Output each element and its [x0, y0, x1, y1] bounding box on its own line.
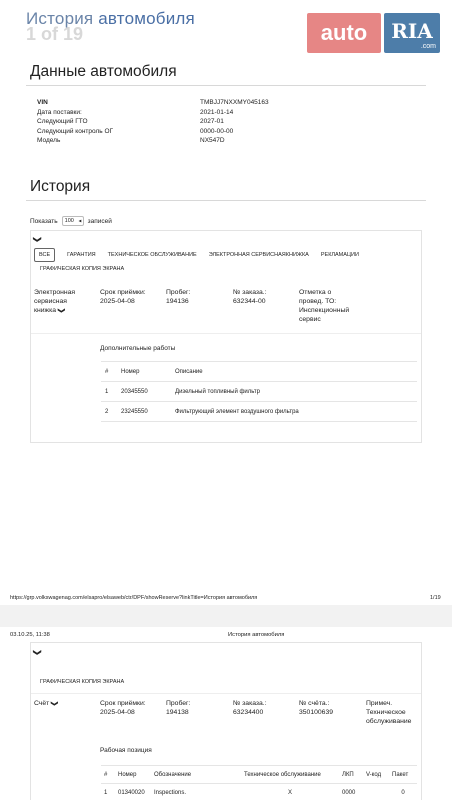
work-positions-title: Рабочая позиция: [100, 747, 152, 754]
entry-type: Счёт: [34, 700, 50, 707]
cell-n: 2: [101, 402, 117, 422]
table-header-row: [101, 766, 417, 784]
records-label: записей: [87, 217, 112, 225]
cell-n: 1: [101, 784, 115, 800]
work-positions-table: [101, 765, 417, 800]
note-line: обслуживание: [366, 718, 412, 725]
info-row: [37, 108, 269, 118]
divider: [26, 200, 426, 201]
col-header: #: [101, 766, 115, 784]
cell-lkp: 0000: [339, 784, 363, 800]
tab-screen-copy[interactable]: ГРАФИЧЕСКАЯ КОПИЯ ЭКРАНА: [40, 679, 125, 685]
cell-package: 0: [389, 784, 417, 800]
info-value: 2027-01: [200, 118, 224, 125]
divider: [26, 85, 426, 86]
auto-logo: auto: [307, 13, 381, 53]
chevron-down-icon: ❯: [57, 307, 65, 314]
invoice-label: № счёта.:: [299, 700, 330, 707]
entry-order: [233, 699, 267, 717]
entry-type-line: книжка: [34, 307, 56, 314]
tab-warranty[interactable]: ГАРАНТИЯ: [67, 252, 96, 258]
col-header: ЛКП: [339, 766, 363, 784]
chevron-down-icon[interactable]: ❯: [32, 236, 42, 243]
mileage-value: 194136: [166, 298, 189, 305]
cell-maintenance: X: [241, 784, 339, 800]
cell-vcode: [363, 784, 389, 800]
mark-line: Отметка о: [299, 289, 332, 296]
entry-mileage: [166, 288, 190, 306]
note-line: Примеч.: [366, 700, 393, 707]
entry-type-line: Электронная: [34, 289, 76, 296]
divider: [31, 693, 421, 694]
mileage-label: Пробег:: [166, 289, 191, 296]
show-label: Показать: [30, 217, 58, 225]
tab-maintenance[interactable]: ТЕХНИЧЕСКОЕ ОБСЛУЖИВАНИЕ: [107, 252, 197, 258]
footer-url: https://grp.volkswagenag.com/elsapro/elsaweb/ctr/DPF/showReserve?linkTitle=История автомобиля: [10, 595, 258, 601]
history-tabs: [34, 248, 359, 262]
col-header: Описание: [171, 362, 417, 382]
info-row: [37, 136, 269, 146]
col-header: Обозначение: [151, 766, 241, 784]
entry-date: [100, 699, 146, 717]
mark-line: сервис: [299, 316, 321, 323]
info-value: TMBJJ7NXXMY045163: [200, 99, 269, 106]
tab-all[interactable]: ВСЕ: [34, 248, 55, 262]
extra-works-title: Дополнительные работы: [100, 345, 176, 352]
mileage-label: Пробег:: [166, 700, 191, 707]
entry-mark: [299, 288, 349, 324]
entry-type-toggle[interactable]: [34, 306, 75, 315]
ria-logo-domain: .com: [420, 43, 436, 50]
vehicle-section-title: Данные автомобиля: [30, 63, 177, 80]
table-header-row: [101, 362, 417, 382]
entry-type: [34, 288, 75, 315]
cell-num: 20345550: [117, 382, 171, 402]
col-header: V-код: [363, 766, 389, 784]
entry-invoice: [299, 699, 333, 717]
cell-desc: Фильтрующий элемент воздушного фильтра: [171, 402, 417, 422]
info-label: Следующий ГТО: [37, 118, 88, 125]
date-value: 2025-04-08: [100, 298, 135, 305]
chevron-down-icon: ❯: [50, 700, 58, 707]
cell-desc: Inspections.: [151, 784, 241, 800]
mark-line: провед. ТО:: [299, 298, 337, 305]
info-label: VIN: [37, 99, 48, 106]
cell-n: 1: [101, 382, 117, 402]
page-size-value: 100: [64, 218, 74, 224]
info-value: 2021-01-14: [200, 108, 234, 116]
tab-claims[interactable]: РЕКЛАМАЦИИ: [320, 252, 359, 258]
tab-service-book[interactable]: ЭЛЕКТРОННАЯ СЕРВИСНАЯКНИЖКА: [208, 252, 309, 258]
table-row: [101, 784, 417, 800]
table-row: [101, 382, 417, 402]
mark-line: Инспекционный: [299, 307, 350, 314]
divider: [31, 333, 421, 334]
cell-desc: Дизельный топливный фильтр: [171, 382, 417, 402]
ria-logo-text: RIA: [391, 19, 433, 43]
info-value: 0000-00-00: [200, 127, 234, 135]
chevron-down-icon: ▾: [76, 219, 83, 223]
title-part-2: автомобиля: [98, 9, 195, 28]
order-value: 63234400: [233, 709, 264, 716]
extra-works-table: [101, 361, 417, 422]
page-size-select[interactable]: [62, 216, 84, 226]
entry-date: [100, 288, 146, 306]
info-row: [37, 98, 269, 108]
date-label: Срок приёмки:: [100, 289, 146, 296]
entry-type-toggle[interactable]: [34, 699, 57, 708]
title-part-1: История: [26, 9, 94, 28]
chevron-down-icon[interactable]: ❯: [32, 649, 42, 656]
history-section-title: История: [30, 178, 91, 195]
entry-order: [233, 288, 267, 306]
entry-mileage: [166, 699, 190, 717]
col-header: Номер: [117, 362, 171, 382]
col-header: #: [101, 362, 117, 382]
table-row: [101, 402, 417, 422]
print-title: История автомобиля: [228, 632, 285, 638]
page-size-control: [30, 216, 112, 226]
page-gap: [0, 605, 452, 627]
info-label: Следующий контроль ОГ: [37, 127, 114, 135]
invoice-value: 350100639: [299, 709, 334, 716]
date-label: Срок приёмки:: [100, 700, 146, 707]
info-value: NX547D: [200, 137, 225, 144]
info-label: Модель: [37, 137, 61, 144]
col-header: Техническое обслуживание: [241, 766, 339, 784]
entry-type-line: сервисная: [34, 298, 67, 305]
note-line: Техническое: [366, 709, 406, 716]
entry-note: [366, 699, 411, 726]
page-header: [0, 0, 452, 58]
info-row: [37, 127, 269, 137]
order-label: № заказа.:: [233, 700, 267, 707]
col-header: Пакет: [389, 766, 417, 784]
order-value: 632344-00: [233, 298, 266, 305]
vehicle-info: [37, 98, 269, 146]
footer-page-number: 1/19: [430, 595, 441, 601]
mileage-value: 194138: [166, 709, 189, 716]
ria-logo: [384, 13, 440, 53]
info-label: Дата поставки:: [37, 108, 82, 116]
cell-num: 23245550: [117, 402, 171, 422]
col-header: Номер: [115, 766, 151, 784]
print-date: 03.10.25, 11:38: [10, 632, 50, 638]
cell-num: 01340020: [115, 784, 151, 800]
tab-screen-copy[interactable]: ГРАФИЧЕСКАЯ КОПИЯ ЭКРАНА: [40, 266, 125, 272]
date-value: 2025-04-08: [100, 709, 135, 716]
order-label: № заказа.:: [233, 289, 267, 296]
page-counter: 1 of 19: [26, 24, 84, 44]
info-row: [37, 117, 269, 127]
